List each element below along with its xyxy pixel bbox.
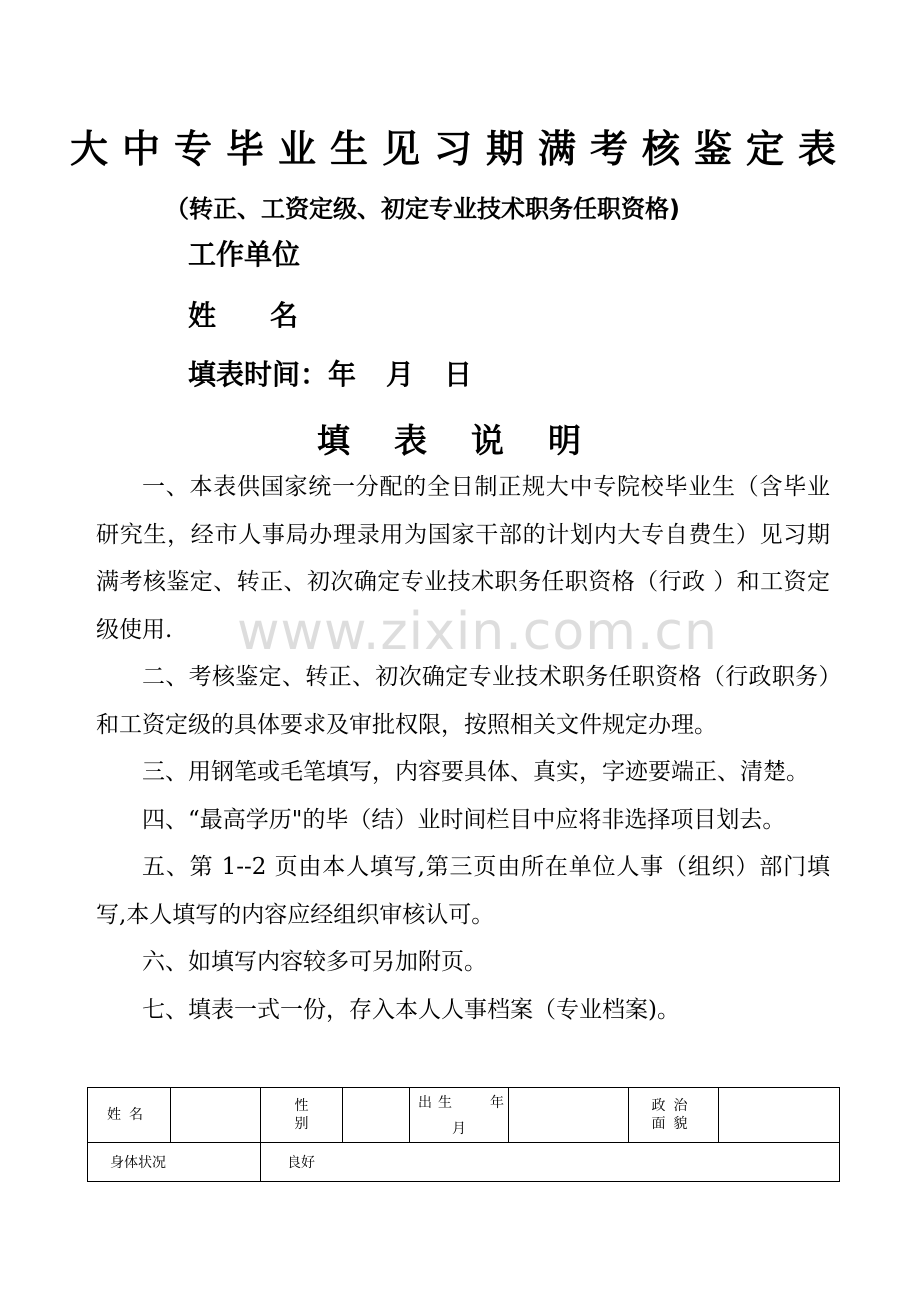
day-label: 日: [444, 358, 473, 391]
instructions-title: 填表说明: [317, 421, 625, 460]
instruction-item: 五、第 1--2 页由本人填写,第三页由所在单位人事（组织）部门填写,本人填写的内容应经组织审核认可。: [96, 854, 830, 928]
gender-cell-label: 性 别: [261, 1088, 343, 1143]
year-label: 年: [328, 358, 357, 391]
fill-date-label: 填表时间：: [188, 358, 329, 391]
watermark: www.zixin.com.cn: [237, 602, 718, 662]
fill-date-line: [188, 353, 472, 393]
name-label: 姓名: [188, 299, 353, 332]
birth-value-cell[interactable]: [509, 1088, 629, 1143]
instructions-body: [96, 464, 830, 1034]
instruction-item: 七、填表一式一份，存入本人人事档案（专业档案)。: [142, 996, 680, 1023]
work-unit-label: 工作单位: [188, 238, 301, 271]
instruction-item: 四、“最高学历"的毕（结）业时间栏目中应将非选择项目划去。: [142, 806, 786, 833]
birth-cell-label: 出生 年 月: [410, 1088, 509, 1143]
health-value-cell[interactable]: 良好: [261, 1143, 840, 1182]
instruction-item: 三、用钢笔或毛笔填写，内容要具体、真实，字迹要端正、清楚。: [142, 759, 809, 785]
table-row: [88, 1088, 840, 1143]
name-value-cell[interactable]: [171, 1088, 261, 1143]
page-subtitle: （转正、工资定级、初定专业技术职务任职资格): [165, 195, 680, 223]
instruction-item: 一、本表供国家统一分配的全日制正规大中专院校毕业生（含毕业研究生，经市人事局办理录用为国家干部的计划内大专自费生）见习期满考核鉴定、转正、初次确定专业技术职务任职资格（行政 ）和工资定级使用.: [96, 474, 830, 643]
health-cell-label: 身体状况: [88, 1143, 261, 1182]
month-label: 月: [386, 358, 415, 391]
page-title: 大中专毕业生见习期满考核鉴定表: [69, 127, 850, 171]
gender-value-cell[interactable]: [343, 1088, 410, 1143]
personal-info-table: [87, 1087, 840, 1182]
table-row: [88, 1143, 840, 1182]
name-cell-label: 姓名: [88, 1088, 171, 1143]
politics-cell-label: 政治 面貌: [629, 1088, 719, 1143]
instruction-item: 六、如填写内容较多可另加附页。: [142, 949, 487, 975]
instruction-item: 二、考核鉴定、转正、初次确定专业技术职务任职资格（行政职务）和工资定级的具体要求及审批权限，按照相关文件规定办理。: [96, 664, 830, 738]
politics-value-cell[interactable]: [719, 1088, 840, 1143]
